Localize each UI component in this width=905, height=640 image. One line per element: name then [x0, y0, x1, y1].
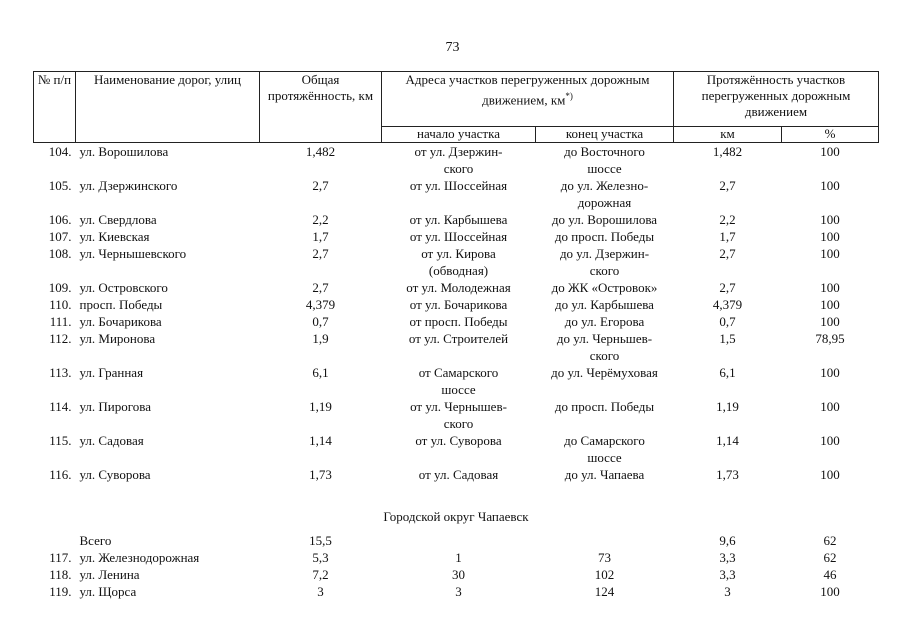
section-row: [34, 500, 879, 532]
row-pct: 100: [820, 212, 840, 227]
row-road-name: Всего: [79, 533, 112, 548]
table-row: [34, 228, 879, 245]
row-road-name: ул. Островского: [79, 280, 168, 295]
table-row: [34, 466, 879, 483]
row-length: 2,7: [312, 178, 329, 193]
row-road-name: ул. Киевская: [79, 229, 150, 244]
row-end: [536, 532, 674, 549]
row-road-name: ул. Щорса: [79, 584, 137, 599]
row-km: 3,3: [719, 567, 736, 582]
row-km: 2,7: [719, 178, 736, 193]
row-end: до ул. Железно- дорожная: [560, 178, 649, 210]
row-start: от ул. Чернышев- ского: [410, 399, 507, 431]
row-start: от Самарского шоссе: [418, 365, 499, 397]
row-km: 6,1: [719, 365, 736, 380]
row-end: 73: [598, 550, 611, 565]
row-km: 0,7: [719, 314, 736, 329]
row-num: 104.: [48, 144, 72, 159]
page-number: 73: [445, 40, 460, 55]
row-road-name: ул. Свердлова: [79, 212, 157, 227]
row-start: от ул. Строителей: [408, 331, 509, 346]
table-row: [34, 177, 879, 211]
row-length: 6,1: [312, 365, 329, 380]
row-num: 113.: [49, 365, 72, 380]
row-num: 114.: [49, 399, 72, 414]
table-row: [34, 245, 879, 279]
row-end: 102: [594, 567, 615, 582]
row-end: до ЖК «Островок»: [551, 280, 658, 295]
row-num: 108.: [48, 246, 72, 261]
row-road-name: ул. Бочарикова: [79, 314, 162, 329]
row-length: 3: [317, 584, 324, 599]
table-body: [34, 143, 879, 601]
section-title: Городской округ Чапаевск: [383, 508, 529, 524]
row-end: до ул. Карбышева: [555, 297, 654, 312]
row-end: до просп. Победы: [554, 399, 655, 414]
row-pct: 100: [820, 433, 840, 448]
row-km: 1,19: [716, 399, 739, 414]
table-row: [34, 364, 879, 398]
table-header: [34, 72, 879, 143]
row-num: 112.: [49, 331, 72, 346]
row-num: 109.: [48, 280, 72, 295]
row-num: 119.: [49, 584, 72, 599]
table-row: [34, 398, 879, 432]
row-km: 1,7: [719, 229, 736, 244]
row-end: до Восточного шоссе: [564, 144, 645, 176]
roads-table: [33, 71, 879, 600]
table-row: [34, 566, 879, 583]
row-start: [382, 532, 536, 549]
row-road-name: ул. Чернышевского: [79, 246, 187, 261]
table-row: [34, 313, 879, 330]
row-end: до просп. Победы: [554, 229, 655, 244]
row-num: [34, 532, 76, 549]
row-length: 0,7: [312, 314, 329, 329]
header-km: км: [674, 127, 782, 143]
row-length: 15,5: [309, 533, 332, 548]
row-road-name: ул. Садовая: [79, 433, 144, 448]
header-length: Общая протяжённость, км: [260, 72, 382, 143]
row-road-name: просп. Победы: [79, 297, 163, 312]
row-length: 1,482: [305, 144, 336, 159]
row-end: до ул. Чапаева: [564, 467, 645, 482]
header-pct: %: [782, 127, 879, 143]
row-start: от ул. Суворова: [415, 433, 502, 448]
row-road-name: ул. Ворошилова: [79, 144, 169, 159]
row-pct: 100: [820, 297, 840, 312]
table-row: [34, 583, 879, 600]
row-km: 2,7: [719, 246, 736, 261]
table-row: [34, 549, 879, 566]
row-km: 3: [724, 584, 731, 599]
row-num: 107.: [48, 229, 72, 244]
header-name: Наименование дорог, улиц: [76, 72, 260, 143]
row-start: 1: [455, 550, 462, 565]
row-num: 115.: [49, 433, 72, 448]
row-start: от ул. Садовая: [418, 467, 499, 482]
row-start: от просп. Победы: [409, 314, 508, 329]
row-pct: 100: [820, 246, 840, 261]
header-addresses: [382, 72, 674, 127]
row-road-name: ул. Суворова: [79, 467, 151, 482]
row-length: 2,7: [312, 246, 329, 261]
header-num: № п/п: [34, 72, 76, 143]
row-pct: 78,95: [815, 331, 845, 346]
row-end: до ул. Ворошилова: [551, 212, 658, 227]
row-road-name: ул. Пирогова: [79, 399, 152, 414]
row-start: от ул. Молодежная: [406, 280, 511, 295]
header-overloaded: Протяжённость участков перегруженных дорожным движением: [674, 72, 879, 127]
row-pct: 46: [823, 567, 837, 582]
row-pct: 100: [820, 584, 840, 599]
row-num: 105.: [48, 178, 72, 193]
row-km: 1,14: [716, 433, 739, 448]
row-num: 106.: [48, 212, 72, 227]
row-num: 118.: [49, 567, 72, 582]
row-road-name: ул. Железнодорожная: [79, 550, 200, 565]
row-km: 1,5: [719, 331, 736, 346]
header-addresses-label: Адреса участков перегруженных дорожным движением, км: [405, 72, 650, 108]
total-row: [34, 532, 879, 549]
table-row: [34, 143, 879, 178]
row-num: 110.: [49, 297, 72, 312]
row-pct: 100: [820, 467, 840, 482]
section-spacer: [34, 483, 879, 500]
row-end: до ул. Дзержин- ского: [559, 246, 650, 278]
row-end: 124: [594, 584, 615, 599]
header-start: начало участка: [382, 127, 536, 143]
row-road-name: ул. Дзержинского: [79, 178, 178, 193]
row-pct: 100: [820, 144, 840, 159]
row-road-name: ул. Гранная: [79, 365, 144, 380]
row-km: 9,6: [719, 533, 736, 548]
row-length: 1,19: [309, 399, 332, 414]
row-num: 111.: [49, 314, 72, 329]
row-km: 4,379: [712, 297, 743, 312]
row-start: от ул. Шоссейная: [409, 229, 508, 244]
row-pct: 62: [823, 533, 837, 548]
row-length: 1,9: [312, 331, 329, 346]
row-start: от ул. Кирова (обводная): [421, 246, 496, 278]
table-row: [34, 296, 879, 313]
row-pct: 100: [820, 229, 840, 244]
row-km: 3,3: [719, 550, 736, 565]
row-start: от ул. Дзержин- ского: [414, 144, 503, 176]
row-road-name: ул. Ленина: [79, 567, 140, 582]
row-length: 4,379: [305, 297, 336, 312]
row-end: до ул. Егорова: [564, 314, 645, 329]
row-end: до ул. Черньшев- ского: [556, 331, 653, 363]
row-end: до Самарского шоссе: [564, 433, 645, 465]
row-km: 1,482: [712, 144, 743, 159]
row-pct: 100: [820, 399, 840, 414]
table-row: [34, 330, 879, 364]
row-start: 3: [455, 584, 462, 599]
row-length: 2,2: [312, 212, 329, 227]
row-km: 2,2: [719, 212, 736, 227]
row-length: 1,7: [312, 229, 329, 244]
row-length: 2,7: [312, 280, 329, 295]
table-row: [34, 432, 879, 466]
row-length: 1,14: [309, 433, 332, 448]
table-row: [34, 211, 879, 228]
row-start: от ул. Бочарикова: [409, 297, 508, 312]
row-km: 1,73: [716, 467, 739, 482]
row-pct: 100: [820, 314, 840, 329]
row-length: 1,73: [309, 467, 332, 482]
row-start: от ул. Карбышева: [409, 212, 508, 227]
table-row: [34, 279, 879, 296]
row-km: 2,7: [719, 280, 736, 295]
row-pct: 62: [823, 550, 837, 565]
row-end: до ул. Черёмуховая: [551, 365, 658, 380]
row-pct: 100: [820, 365, 840, 380]
row-num: 117.: [49, 550, 72, 565]
header-end: конец участка: [536, 127, 674, 143]
row-pct: 100: [820, 178, 840, 193]
row-start: от ул. Шоссейная: [409, 178, 508, 193]
row-length: 5,3: [312, 550, 329, 565]
row-road-name: ул. Миронова: [79, 331, 156, 346]
row-pct: 100: [820, 280, 840, 295]
row-num: 116.: [49, 467, 72, 482]
header-addresses-note: *): [565, 91, 573, 101]
row-length: 7,2: [312, 567, 329, 582]
row-start: 30: [452, 567, 465, 582]
